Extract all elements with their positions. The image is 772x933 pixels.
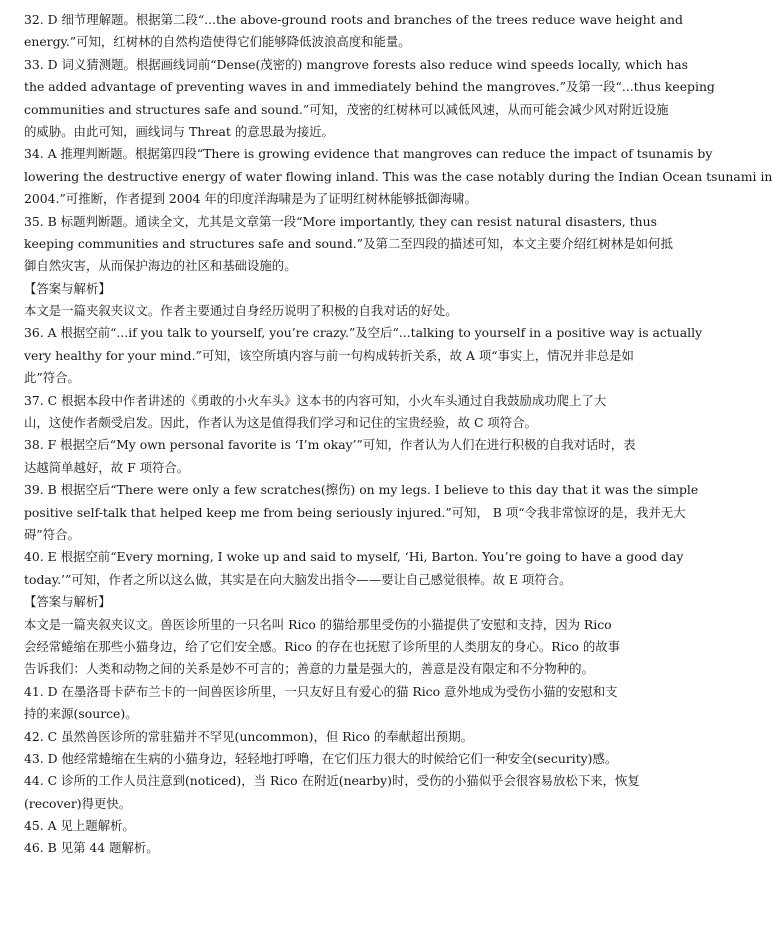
text-line: 34. A 推理判断题。根据第四段“There is growing evidence that mangroves can reduce the impact of tsunamis by [24, 146, 713, 162]
text-line: 44. C 诊所的工作人员注意到(noticed)，当 Rico 在附近(nearby)时，受伤的小猫似乎会很容易放松下来，恢复 [24, 773, 640, 789]
text-line: 33. D 词义猜测题。根据画线词前“Dense(茂密的) mangrove forests also reduce wind speeds locally, which has [24, 56, 689, 72]
text-line: 山，这使作者颇受启发。因此，作者认为这是值得我们学习和记住的宝贵经验，故 C 项符合。 [24, 415, 537, 431]
text-line: very healthy for your mind.”可知，该空所填内容与前一句构成转折关系，故 A 项“事实上，情况并非总是如 [24, 347, 634, 363]
text-line: energy.”可知，红树林的自然构造使得它们能够降低波浪高度和能量。 [24, 34, 411, 50]
text-line: (recover)得更快。 [24, 795, 132, 811]
text-line: 会经常蜷缩在那些小猫身边，给了它们安全感。Rico 的存在也抚慰了诊所里的人类朋友的身心。Rico 的故事 [24, 638, 621, 654]
text-line: 43. D 他经常蜷缩在生病的小猫身边，轻轻地打呼噜，在它们压力很大的时候给它们一种安全(security)感。 [24, 750, 618, 766]
text-line: keeping communities and structures safe and sound.”及第二至四段的描述可知，本文主要介绍红树林是如何抵 [24, 235, 673, 251]
text-line: 的威胁。由此可知，画线词与 Threat 的意思最为接近。 [24, 123, 334, 139]
answer-explanation-text [24, 9, 772, 860]
text-line: 2004.”可推断，作者提到 2004 年的印度洋海啸是为了证明红树林能够抵御海啸。 [24, 191, 477, 207]
text-line: 45. A 见上题解析。 [24, 818, 135, 834]
text-line: 32. D 细节理解题。根据第二段“...the above-ground roots and branches of the trees reduce wave height and [24, 12, 683, 27]
text-line: 告诉我们：人类和动物之间的关系是妙不可言的；善意的力量是强大的，善意是没有限定和不分物种的。 [24, 661, 594, 677]
text-line: the added advantage of preventing waves in and immediately behind the mangroves.”及第一段“...thus keeping [24, 79, 715, 95]
text-line: lowering the destructive energy of water flowing inland. This was the case notably during the Indian Ocean tsunami in [24, 168, 772, 184]
text-line: 35. B 标题判断题。通读全文，尤其是文章第一段“More importantly, they can resist natural disasters, thus [24, 213, 657, 229]
text-line: positive self-talk that helped keep me from being seriously injured.”可知， B 项“令我非常惊讶的是，我并无大 [24, 504, 686, 520]
text-line: 此”符合。 [24, 370, 80, 386]
text-line: 碍”符合。 [24, 526, 80, 542]
text-line: 46. B 见第 44 题解析。 [24, 840, 159, 856]
text-line: 御自然灾害，从而保护海边的社区和基础设施的。 [24, 258, 297, 274]
text-line: 40. E 根据空前“Every morning, I woke up and said to myself, ‘Hi, Barton. You’re going to have a good day [24, 549, 684, 565]
text-line: 39. B 根据空后“There were only a few scratches(擦伤) on my legs. I believe to this day that it was the simple [24, 482, 699, 498]
text-line: 达越简单越好，故 F 项符合。 [24, 459, 190, 475]
text-line: 38. F 根据空后“My own personal favorite is ‘I’m okay’”可知，作者认为人们在进行积极的自我对话时，表 [24, 437, 636, 453]
text-line: 42. C 虽然兽医诊所的常驻猫并不罕见(uncommon)，但 Rico 的奉献超出预期。 [24, 728, 473, 744]
text-line: 本文是一篇夹叙夹议文。兽医诊所里的一只名叫 Rico 的猫给那里受伤的小猫提供了安慰和支持，因为 Rico [24, 616, 612, 632]
text-line: 36. A 根据空前“...if you talk to yourself, you’re crazy.”及空后“...talking to yourself in a positive way is actually [24, 325, 703, 341]
text-line: 本文是一篇夹叙夹议文。作者主要通过自身经历说明了积极的自我对话的好处。 [24, 303, 458, 319]
text-line: 37. C 根据本段中作者讲述的《勇敢的小火车头》这本书的内容可知，小火车头通过自我鼓励成功爬上了大 [24, 392, 607, 408]
text-line: communities and structures safe and sound.”可知，茂密的红树林可以减低风速，从而可能会减少风对附近设施 [24, 101, 669, 117]
text-line: 【答案与解析】 [24, 280, 111, 296]
text-line: 41. D 在墨洛哥卡萨布兰卡的一间兽医诊所里，一只友好且有爱心的猫 Rico 意外地成为受伤小猫的安慰和支 [24, 683, 618, 699]
text-line: 持的来源(source)。 [24, 706, 138, 722]
text-line: today.’”可知，作者之所以这么做，其实是在向大脑发出指令——要让自己感觉很棒。故 E 项符合。 [24, 571, 572, 587]
text-line: 【答案与解析】 [24, 594, 111, 610]
